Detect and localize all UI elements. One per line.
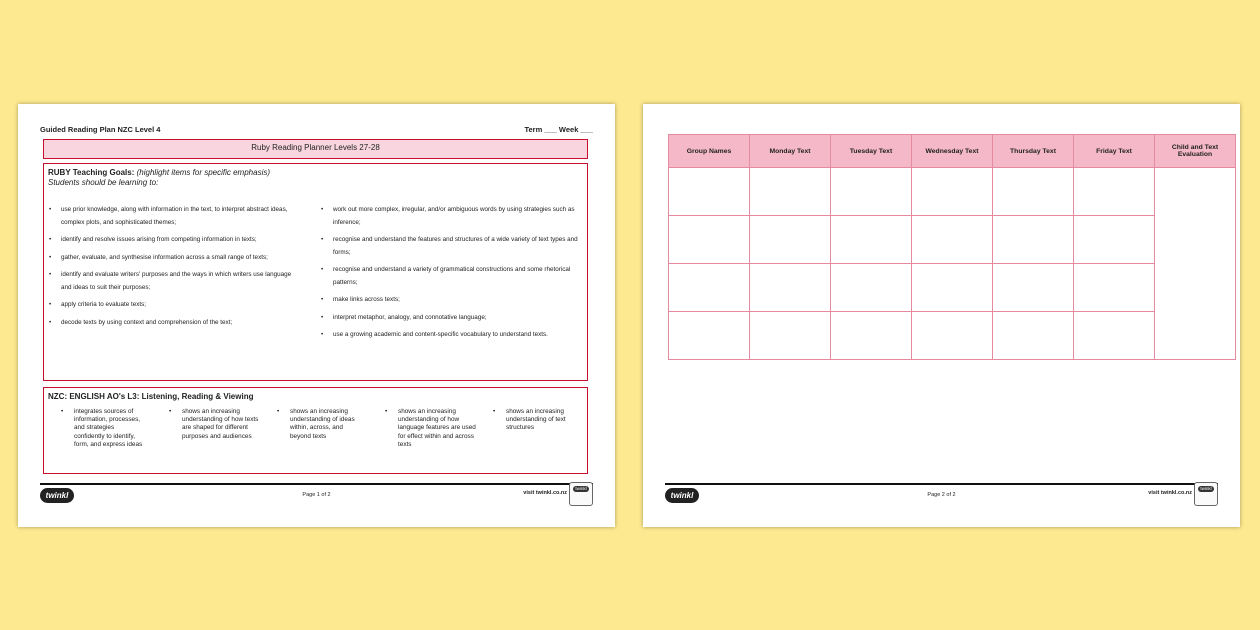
plan-title: Guided Reading Plan NZC Level 4 (40, 125, 161, 134)
teaching-goals-box (43, 163, 588, 381)
table-header-cell: Child and Text Evaluation (1155, 135, 1236, 168)
goal-item: • apply criteria to evaluate texts; (48, 299, 303, 312)
term-week-field: Term ___ Week ___ (524, 125, 593, 134)
table-row (669, 216, 1236, 264)
table-cell[interactable] (1074, 168, 1155, 216)
table-header-cell: Thursday Text (993, 135, 1074, 168)
table-cell[interactable] (993, 168, 1074, 216)
goal-item: • interpret metaphor, analogy, and connotative language; (320, 312, 582, 325)
goal-item: • recognise and understand the features and structures of a wide variety of text types and forms; (320, 234, 582, 259)
table-header-cell: Tuesday Text (831, 135, 912, 168)
twinkl-logo: twinkl (40, 488, 74, 503)
table-row (669, 264, 1236, 312)
goal-item: • decode texts by using context and comprehension of the text; (48, 317, 303, 330)
planner-title: Ruby Reading Planner Levels 27-28 (251, 143, 380, 152)
goal-item: • use prior knowledge, along with information in the text, to interpret abstract ideas, complex plots, and sophisticated themes; (48, 204, 303, 229)
table-cell[interactable] (669, 168, 750, 216)
table-row (669, 312, 1236, 360)
table-row (669, 168, 1236, 216)
nzc-objective-item: • shows an increasing understanding of ideas within, across, and beyond texts (290, 408, 362, 441)
table-cell[interactable] (750, 168, 831, 216)
table-cell[interactable] (669, 216, 750, 264)
table-cell[interactable] (669, 264, 750, 312)
goals-subtitle: Students should be learning to: (48, 178, 159, 187)
table-cell[interactable] (750, 264, 831, 312)
page-number: Page 1 of 2 (302, 492, 331, 498)
table-cell[interactable] (993, 264, 1074, 312)
goal-item: • gather, evaluate, and synthesise information across a small range of texts; (48, 252, 303, 265)
table-body (669, 168, 1236, 360)
planner-title-bar (43, 139, 588, 159)
table-cell[interactable] (750, 216, 831, 264)
table-header-cell: Monday Text (750, 135, 831, 168)
table-cell[interactable] (993, 216, 1074, 264)
twinkl-logo: twinkl (665, 488, 699, 503)
nzc-objective-item: • shows an increasing understanding of text structures (506, 408, 581, 433)
table-cell[interactable] (831, 312, 912, 360)
table-cell[interactable] (831, 264, 912, 312)
table-cell[interactable] (831, 168, 912, 216)
goal-item: • identify and resolve issues arising from competing information in texts; (48, 234, 303, 247)
table-cell[interactable] (669, 312, 750, 360)
badge-label: twinkl (573, 486, 589, 492)
goal-item: • identify and evaluate writers' purposes and the ways in which writers use language and ideas to suit their purposes; (48, 269, 303, 294)
table-cell[interactable] (993, 312, 1074, 360)
table-header-cell: Friday Text (1074, 135, 1155, 168)
goals-heading (48, 168, 587, 177)
reading-group-table (668, 134, 1236, 360)
nzc-objectives-box (43, 387, 588, 474)
nzc-objective-item: • shows an increasing understanding of how language features are used for effect within and across texts (398, 408, 478, 449)
page-2 (643, 104, 1240, 527)
goal-item: • work out more complex, irregular, and/or ambiguous words by using strategies such as inference; (320, 204, 582, 229)
evaluation-cell[interactable] (1155, 168, 1236, 360)
table-cell[interactable] (1074, 216, 1155, 264)
goals-right-list (320, 204, 582, 347)
table-header-row (669, 135, 1236, 168)
table-cell[interactable] (1074, 312, 1155, 360)
goal-item: • make links across texts; (320, 294, 582, 307)
website-url: visit twinkl.co.nz (523, 490, 567, 496)
nzc-objective-item: • shows an increasing understanding of how texts are shaped for different purposes and audiences (182, 408, 262, 441)
table-cell[interactable] (831, 216, 912, 264)
quality-badge (569, 482, 593, 506)
goal-item: • use a growing academic and content-specific vocabulary to understand texts. (320, 329, 582, 342)
goals-title: RUBY Teaching Goals: (48, 168, 135, 177)
table-cell[interactable] (912, 168, 993, 216)
table-cell[interactable] (912, 216, 993, 264)
footer-rule (665, 483, 1218, 485)
goal-item: • recognise and understand a variety of grammatical constructions and some rhetorical patterns; (320, 264, 582, 289)
quality-badge (1194, 482, 1218, 506)
page-1 (18, 104, 615, 527)
badge-label: twinkl (1198, 486, 1214, 492)
table-cell[interactable] (750, 312, 831, 360)
table-cell[interactable] (912, 264, 993, 312)
table-header-cell: Wednesday Text (912, 135, 993, 168)
goals-left-list (48, 204, 303, 334)
table-header-cell: Group Names (669, 135, 750, 168)
nzc-objective-item: • integrates sources of information, processes, and strategies confidently to identify, form, and express ideas (74, 408, 146, 449)
page-number: Page 2 of 2 (927, 492, 956, 498)
website-url: visit twinkl.co.nz (1148, 490, 1192, 496)
table-cell[interactable] (1074, 264, 1155, 312)
goals-title-note: (highlight items for specific emphasis) (136, 168, 271, 177)
table-cell[interactable] (912, 312, 993, 360)
nzc-title: NZC: ENGLISH AO's L3: Listening, Reading & Viewing (48, 392, 254, 401)
footer-rule (40, 483, 593, 485)
